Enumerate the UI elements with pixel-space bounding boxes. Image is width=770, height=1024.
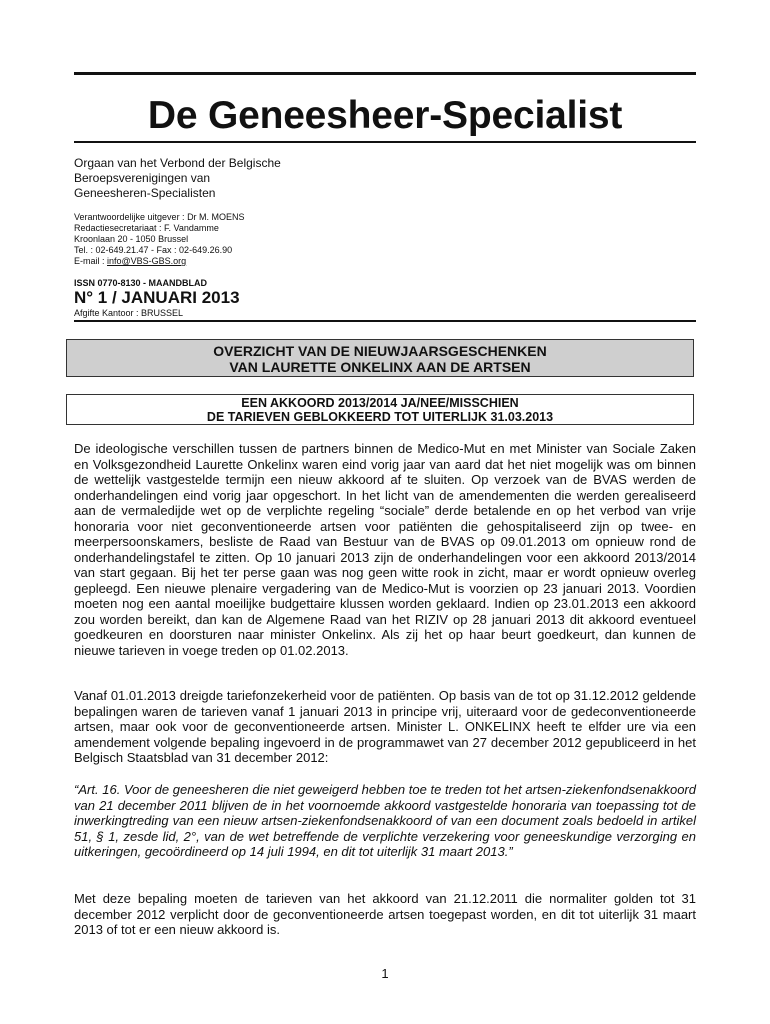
organization-block <box>74 156 281 201</box>
header-bottom-rule <box>74 320 696 322</box>
sub-heading-line-1: EEN AKKOORD 2013/2014 JA/NEE/MISSCHIEN <box>241 396 519 410</box>
paragraph-4: Met deze bepaling moeten de tarieven van het akkoord van 21.12.2011 die normaliter golden tot 31 december 2012 verplicht door de geconventioneerde artsen toegepast worden, en dit tot uiterlijk 31 maart 2013 of tot er een nieuw akkoord is. <box>74 891 696 937</box>
publication-title: De Geneesheer-Specialist <box>147 94 623 137</box>
page-number: 1 <box>381 966 389 981</box>
editorial-line: Redactiesecretariaat : F. Vandamme <box>74 223 219 233</box>
office-line: Afgifte Kantoor : BRUSSEL <box>74 308 184 318</box>
address-line: Kroonlaan 20 - 1050 Brussel <box>74 234 189 244</box>
phone-line: Tel. : 02-649.21.47 - Fax : 02-649.26.90 <box>74 245 233 255</box>
email-label: E-mail : <box>74 256 108 266</box>
top-rule <box>74 72 696 75</box>
sub-heading-box <box>66 394 694 425</box>
main-heading-line-2: VAN LAURETTE ONKELINX AAN DE ARTSEN <box>229 359 531 375</box>
main-heading-line-1: OVERZICHT VAN DE NIEUWJAARSGESCHENKEN <box>213 343 547 359</box>
quoted-article: “Art. 16. Voor de geneesheren die niet geweigerd hebben toe te treden tot het artsen-ziekenfondsenakkoord van 21 december 2011 blijven de in het voornoemde akkoord vastgestelde honoraria van toepassing tot de inwerkingtreding van een nieuw artsen-ziekenfondsenakkoord of van een document zoals bedoeld in artikel 51, § 1, zesde lid, 2°, van de wet betreffende de verplichte verzekering voor geneeskundige verzorging en uitkeringen, gecoördineerd op 14 juli 1994, en dit tot uiterlijk 31 maart 2013.” <box>74 782 696 859</box>
paragraph-1: De ideologische verschillen tussen de partners binnen de Medico-Mut en met Minister van Sociale Zaken en Volksgezondheid Laurette Onkelinx waren eind vorig jaar van aard dat het niet mogelijk was om binnen de wettelijk vastgestelde termijn een nieuw akkoord af te sluiten. Op verzoek van de BVAS werden de onderhandelingen eind vorig jaar opgeschort. In het licht van de amendementen die werden gerealiseerd aan de vermaledijde wet op de verplichte regeling “sociale” derde betalende en op het verbod van vrije honoraria voor niet geconventioneerde artsen voor patiënten die gehospitaliseerd zijn op twee- en meerpersoonskamers, besliste de Raad van Bestuur van de BVAS op 09.01.2013 om opnieuw rond de onderhandelingstafel te zitten. Op 10 januari 2013 zijn de onderhandelingen voor een akkoord 2013/2014 van start gegaan. Bij het ter perse gaan was nog geen witte rook in zicht, maar er wordt opnieuw overleg gepleegd. Een nieuwe plenaire vergadering van de Medico-Mut is voorzien op 23 januari 2013. Voordien moeten nog een aantal moeilijke budgettaire klussen worden geklaard. Indien op 23.01.2013 een akkoord zou worden bereikt, dan kan de Algemene Raad van het RIZIV op 28 januari 2013 dit akkoord eventueel goedkeuren en doorsturen naar minister Onkelinx. Als zij het op haar beurt goedkeurt, dan kunnen de nieuwe tarieven in voege treden op 01.02.2013. <box>74 441 696 658</box>
org-line-3: Geneesheren-Specialisten <box>74 186 216 200</box>
org-line-2: Beroepsverenigingen van <box>74 171 211 185</box>
publisher-info <box>74 212 245 267</box>
email-link[interactable]: info@VBS-GBS.org <box>107 256 187 266</box>
main-heading-box <box>66 339 694 377</box>
email-line <box>74 256 245 267</box>
sub-heading-line-2: DE TARIEVEN GEBLOKKEERD TOT UITERLIJK 31.03.2013 <box>206 410 554 424</box>
paragraph-2: Vanaf 01.01.2013 dreigde tariefonzekerheid voor de patiënten. Op basis van de tot op 31.12.2012 geldende bepalingen waren de tarieven vanaf 1 januari 2013 in principe vrij, uiteraard voor de gedeconventioneerde artsen, maar ook voor de geconventioneerde artsen. Minister L. ONKELINX heeft te elfder ure via een amendement volgende bepaling ingevoerd in de programmawet van 27 december 2012 gepubliceerd in het Belgisch Staatsblad van 31 december 2012: <box>74 688 696 765</box>
title-rule <box>74 141 696 143</box>
publisher-line: Verantwoordelijke uitgever : Dr M. MOENS <box>74 212 245 222</box>
issue-number: N° 1 / JANUARI 2013 <box>74 288 240 307</box>
org-line-1: Orgaan van het Verbond der Belgische <box>74 156 281 170</box>
issn-line: ISSN 0770-8130 - MAANDBLAD <box>74 278 208 288</box>
